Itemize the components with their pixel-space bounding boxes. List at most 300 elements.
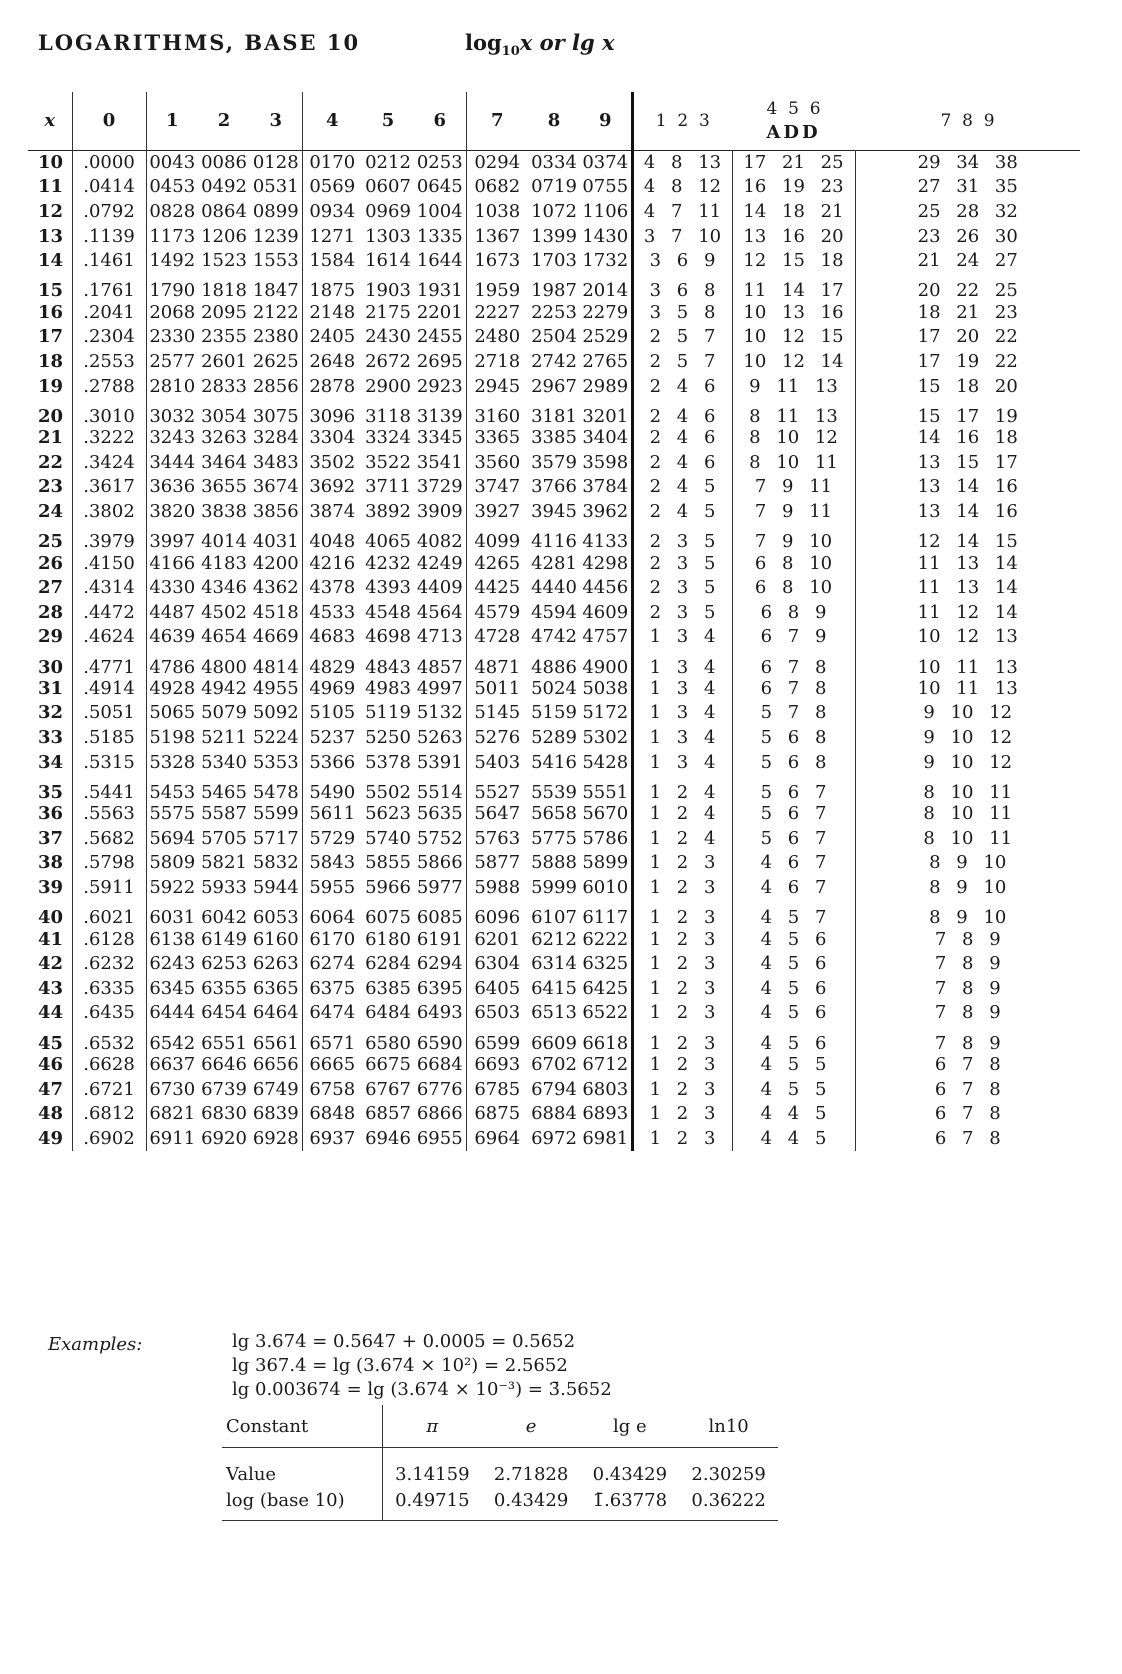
mantissa-cell: 5340	[201, 751, 247, 773]
table-row	[28, 701, 1080, 726]
mantissa-cell: 4298	[582, 552, 629, 574]
difference-cell: 8 9 10	[855, 900, 1080, 927]
difference-cell: 17 21 25	[732, 151, 855, 176]
mantissa-cell: 1206	[201, 225, 247, 247]
mantissa-cell: 6042	[201, 907, 247, 929]
mantissa-cell: 5038	[582, 677, 629, 699]
difference-cell: 2 3 5	[632, 576, 732, 601]
constant-lge-header: lg e	[580, 1405, 679, 1448]
table-row	[28, 350, 1080, 375]
mantissa-cell: 5899	[582, 852, 629, 874]
mantissa-cell: 0828	[146, 200, 198, 225]
difference-cell: 20 22 25	[855, 273, 1080, 300]
table-row	[28, 876, 1080, 901]
x-value: 47	[38, 1078, 64, 1100]
difference-cell: 1 3 4	[632, 701, 732, 726]
mantissa-cell: 4440	[531, 577, 577, 599]
mantissa-cell: 0682	[466, 175, 528, 200]
mantissa-cell: 6730	[146, 1077, 198, 1102]
mantissa-cell: 5119	[365, 702, 411, 724]
difference-cell: 7 8 9	[855, 952, 1080, 977]
mantissa-cell: .6435	[72, 1001, 146, 1026]
mantissa-cell: 1303	[365, 225, 411, 247]
mantissa-cell: 2227	[466, 300, 528, 325]
value-ln10: 2.30259	[691, 1463, 766, 1485]
mantissa-cell: 4698	[365, 626, 411, 648]
difference-cell: 2 4 6	[632, 399, 732, 426]
mantissa-cell: 5821	[201, 852, 247, 874]
difference-cell: 8 9 10	[855, 851, 1080, 876]
mantissa-cell: 5658	[531, 803, 577, 825]
mantissa-cell: 4969	[302, 677, 362, 702]
mantissa-cell: 4065	[365, 531, 411, 553]
mantissa-cell: 6937	[302, 1127, 362, 1152]
mantissa-cell: 5729	[302, 827, 362, 852]
mantissa-cell: 3945	[531, 500, 577, 522]
x-value: 12	[38, 200, 64, 222]
table-row	[28, 625, 1080, 650]
mantissa-cell: .0000	[72, 151, 146, 176]
difference-cell: 2 3 5	[632, 600, 732, 625]
mantissa-cell: 1335	[416, 225, 463, 247]
difference-cell: 25 28 32	[855, 200, 1080, 225]
mantissa-cell: 4518	[252, 601, 299, 623]
mantissa-cell: 1430	[582, 225, 629, 247]
mantissa-cell: 5366	[302, 750, 362, 775]
x-value: 35	[38, 781, 64, 803]
mantissa-cell: 6263	[252, 953, 299, 975]
mantissa-cell: 6170	[302, 927, 362, 952]
table-row	[28, 900, 1080, 927]
mantissa-cell: 1239	[252, 225, 299, 247]
mantissa-cell: 5635	[416, 803, 463, 825]
mantissa-cell: 1959	[466, 273, 528, 300]
mantissa-cell: .6021	[72, 900, 146, 927]
mantissa-cell: .6335	[72, 977, 146, 1002]
constant-e-header: e	[482, 1405, 581, 1448]
mantissa-cell: .0414	[72, 175, 146, 200]
difference-cell: 4 4 5	[732, 1127, 855, 1152]
mantissa-cell: 5933	[201, 877, 247, 899]
mantissa-cell: 3032	[146, 399, 198, 426]
mantissa-cell: 5705	[201, 827, 247, 849]
mantissa-cell: 3598	[582, 451, 629, 473]
difference-cell: 3 7 10	[632, 224, 732, 249]
x-value: 26	[38, 552, 64, 574]
mantissa-cell: 1987	[531, 280, 577, 302]
difference-cell: 18 21 23	[855, 300, 1080, 325]
difference-cell: 4 5 7	[732, 900, 855, 927]
mantissa-cell: 4425	[466, 576, 528, 601]
mantissa-cell: 3962	[582, 500, 629, 522]
header-2: 2	[217, 110, 231, 131]
mantissa-cell: 4757	[582, 626, 629, 648]
table-row	[28, 600, 1080, 625]
x-value: 31	[38, 677, 64, 699]
difference-cell: 1 2 3	[632, 1077, 732, 1102]
table-row	[28, 249, 1080, 274]
mantissa-cell: 4082	[416, 531, 463, 553]
mantissa-cell: .4771	[72, 650, 146, 677]
mantissa-cell: .6232	[72, 952, 146, 977]
mantissa-cell: .6902	[72, 1127, 146, 1152]
mantissa-cell: 5263	[416, 727, 463, 749]
mantissa-cell: 6609	[531, 1032, 577, 1054]
mantissa-cell: 3579	[531, 451, 577, 473]
mantissa-cell: 6415	[531, 977, 577, 999]
difference-cell: 13 14 16	[855, 500, 1080, 525]
mantissa-cell: 6848	[302, 1102, 362, 1127]
mantissa-cell: 4216	[302, 551, 362, 576]
mantissa-cell: 6493	[416, 1002, 463, 1024]
header-x: x	[44, 110, 56, 131]
mantissa-cell: 2923	[416, 375, 463, 397]
difference-cell: 1 3 4	[632, 750, 732, 775]
mantissa-cell: .6128	[72, 927, 146, 952]
mantissa-cell: 6712	[582, 1054, 629, 1076]
mantissa-cell: 5465	[201, 781, 247, 803]
mantissa-cell: 5575	[146, 802, 198, 827]
mantissa-cell: .4150	[72, 551, 146, 576]
x-value: 30	[38, 656, 64, 678]
mantissa-cell: .3222	[72, 426, 146, 451]
mantissa-cell: 1271	[302, 224, 362, 249]
mantissa-cell: 5145	[466, 701, 528, 726]
log-label: log (base 10)	[222, 1487, 382, 1521]
mantissa-cell: 4265	[466, 551, 528, 576]
difference-cell: 10 12 13	[855, 625, 1080, 650]
mantissa-cell: 3464	[201, 451, 247, 473]
difference-cell: 11 13 14	[855, 551, 1080, 576]
mantissa-cell: 3345	[416, 427, 463, 449]
mantissa-cell: 5740	[365, 827, 411, 849]
mantissa-cell: 6294	[416, 953, 463, 975]
mantissa-cell: 5786	[582, 827, 629, 849]
mantissa-cell: 6776	[416, 1078, 463, 1100]
x-value: 10	[38, 152, 64, 174]
x-value: 37	[38, 827, 64, 849]
mantissa-cell: 6875	[466, 1102, 528, 1127]
header-8: 8	[547, 110, 561, 131]
table-row	[28, 827, 1080, 852]
difference-cell: 5 6 8	[732, 750, 855, 775]
mantissa-cell: .6721	[72, 1077, 146, 1102]
difference-cell: 7 9 10	[732, 524, 855, 551]
difference-cell: 15 18 20	[855, 374, 1080, 399]
mantissa-cell: 0719	[531, 176, 577, 198]
subtitle-rest: x or lg x	[519, 30, 615, 55]
mantissa-cell: 6893	[582, 1103, 629, 1125]
difference-cell: 8 10 11	[855, 827, 1080, 852]
table-row	[28, 374, 1080, 399]
mantissa-cell: 6955	[416, 1127, 463, 1149]
mantissa-cell: .1461	[72, 249, 146, 274]
mantissa-cell: 0969	[365, 200, 411, 222]
difference-cell: 4 6 7	[732, 851, 855, 876]
mantissa-cell: 6522	[582, 1002, 629, 1024]
mantissa-cell: 2455	[416, 326, 463, 348]
table-row	[28, 450, 1080, 475]
mantissa-cell: 6830	[201, 1103, 247, 1125]
mantissa-cell: 3927	[466, 500, 528, 525]
mantissa-cell: 2122	[252, 301, 299, 323]
mantissa-cell: 2967	[531, 375, 577, 397]
mantissa-cell: 1584	[302, 249, 362, 274]
constants-table	[222, 1405, 778, 1521]
mantissa-cell: .5682	[72, 827, 146, 852]
difference-cell: 4 6 7	[732, 876, 855, 901]
mantissa-cell: 1072	[531, 200, 577, 222]
mantissa-cell: 3747	[466, 475, 528, 500]
mantissa-cell: 3483	[252, 451, 299, 473]
mantissa-cell: 5763	[466, 827, 528, 852]
difference-cell: 6 7 8	[855, 1102, 1080, 1127]
mantissa-cell: 4742	[531, 626, 577, 648]
mantissa-cell: 5092	[252, 702, 299, 724]
table-row	[28, 775, 1080, 802]
mantissa-cell: 4800	[201, 656, 247, 678]
mantissa-cell: 5453	[146, 775, 198, 802]
mantissa-cell: 2856	[252, 375, 299, 397]
mantissa-cell: 6314	[531, 953, 577, 975]
mantissa-cell: 6946	[365, 1127, 411, 1149]
mantissa-cell: 6405	[466, 977, 528, 1002]
mantissa-cell: 5587	[201, 803, 247, 825]
mantissa-cell: .2788	[72, 374, 146, 399]
mantissa-cell: 1492	[146, 249, 198, 274]
x-value: 33	[38, 727, 64, 749]
mantissa-cell: .5441	[72, 775, 146, 802]
x-value: 25	[38, 531, 64, 553]
mantissa-cell: 4639	[146, 625, 198, 650]
difference-cell: 1 2 4	[632, 775, 732, 802]
mantissa-cell: 3365	[466, 426, 528, 451]
mantissa-cell: 4942	[201, 677, 247, 699]
mantissa-cell: 5694	[146, 827, 198, 852]
difference-cell: 23 26 30	[855, 224, 1080, 249]
mantissa-cell: 4330	[146, 576, 198, 601]
mantissa-cell: 4886	[531, 656, 577, 678]
difference-cell: 14 18 21	[732, 200, 855, 225]
table-row	[28, 1127, 1080, 1152]
difference-cell: 5 6 7	[732, 827, 855, 852]
example-line: lg 367.4 = lg (3.674 × 10²) = 2.5652	[232, 1355, 568, 1376]
mantissa-cell: 4683	[302, 625, 362, 650]
mantissa-cell: 4829	[302, 650, 362, 677]
mantissa-cell: 6542	[146, 1026, 198, 1053]
mantissa-cell: 6191	[416, 928, 463, 950]
mantissa-cell: 2253	[531, 301, 577, 323]
mantissa-cell: 3201	[582, 405, 629, 427]
table-row	[28, 927, 1080, 952]
difference-cell: 9 10 12	[855, 726, 1080, 751]
difference-cell: 1 2 3	[632, 1102, 732, 1127]
difference-cell: 2 5 7	[632, 350, 732, 375]
value-lge: 0.43429	[592, 1463, 668, 1485]
mantissa-cell: 5403	[466, 750, 528, 775]
mantissa-cell: 0374	[582, 152, 629, 174]
header-3: 3	[269, 110, 283, 131]
mantissa-cell: 4133	[582, 531, 629, 553]
mantissa-cell: 5809	[146, 851, 198, 876]
mantissa-cell: 5551	[582, 781, 629, 803]
mantissa-cell: 6274	[302, 952, 362, 977]
mantissa-cell: 1903	[365, 280, 411, 302]
difference-cell: 5 6 7	[732, 802, 855, 827]
mantissa-cell: .3979	[72, 524, 146, 551]
x-value: 39	[38, 877, 64, 899]
mantissa-cell: 6665	[302, 1053, 362, 1078]
table-row	[28, 273, 1080, 300]
mantissa-cell: 5079	[201, 702, 247, 724]
mantissa-cell: 1553	[252, 250, 299, 272]
mantissa-cell: 4099	[466, 524, 528, 551]
mantissa-cell: 0899	[252, 200, 299, 222]
mantissa-cell: 2330	[146, 325, 198, 350]
mantissa-cell: 1818	[201, 280, 247, 302]
mantissa-cell: .3424	[72, 450, 146, 475]
mantissa-cell: 6580	[365, 1032, 411, 1054]
page-subtitle	[465, 30, 614, 59]
mantissa-cell: 6646	[201, 1054, 247, 1076]
mantissa-cell: 3636	[146, 475, 198, 500]
mantissa-cell: 0531	[252, 176, 299, 198]
mantissa-cell: 5428	[582, 751, 629, 773]
mantissa-cell: .1139	[72, 224, 146, 249]
mantissa-cell: 1038	[466, 200, 528, 225]
mantissa-cell: 5843	[302, 851, 362, 876]
mantissa-cell: 0253	[416, 152, 463, 174]
mantissa-cell: 6794	[531, 1078, 577, 1100]
mantissa-cell: 6656	[252, 1054, 299, 1076]
mantissa-cell: 2577	[146, 350, 198, 375]
mantissa-cell: .2041	[72, 300, 146, 325]
difference-cell: 4 5 6	[732, 1026, 855, 1053]
header-9: 9	[598, 110, 612, 131]
mantissa-cell: 2833	[201, 375, 247, 397]
mantissa-cell: 6243	[146, 952, 198, 977]
difference-cell: 7 8 9	[855, 1001, 1080, 1026]
mantissa-cell: 1703	[531, 250, 577, 272]
mantissa-cell: 6085	[416, 907, 463, 929]
mantissa-cell: 4166	[146, 551, 198, 576]
difference-cell: 6 7 8	[855, 1053, 1080, 1078]
diff-header-123: 1 2 3	[632, 92, 732, 151]
x-value: 28	[38, 601, 64, 623]
difference-cell: 1 2 3	[632, 1053, 732, 1078]
mantissa-cell: 6284	[365, 953, 411, 975]
mantissa-cell: 0294	[466, 151, 528, 176]
difference-cell: 1 3 4	[632, 625, 732, 650]
mantissa-cell: .5185	[72, 726, 146, 751]
mantissa-cell: 6503	[466, 1001, 528, 1026]
mantissa-cell: 5888	[531, 852, 577, 874]
log-e: 0.43429	[482, 1487, 581, 1521]
difference-cell: 1 2 3	[632, 900, 732, 927]
difference-cell: 6 8 10	[732, 551, 855, 576]
mantissa-cell: 3284	[252, 427, 299, 449]
mantissa-cell: 1614	[365, 250, 411, 272]
mantissa-cell: 4713	[416, 626, 463, 648]
subtitle-log: log	[465, 30, 502, 55]
mantissa-cell: 6767	[365, 1078, 411, 1100]
mantissa-cell: 6355	[201, 977, 247, 999]
mantissa-cell: 3541	[416, 451, 463, 473]
mantissa-cell: 4548	[365, 601, 411, 623]
mantissa-cell: 3263	[201, 427, 247, 449]
table-row	[28, 325, 1080, 350]
mantissa-cell: 1106	[582, 200, 629, 222]
mantissa-cell: 4594	[531, 601, 577, 623]
mantissa-cell: 6454	[201, 1002, 247, 1024]
mantissa-cell: 6684	[416, 1054, 463, 1076]
mantissa-cell: .5563	[72, 802, 146, 827]
difference-cell: 5 6 8	[732, 726, 855, 751]
mantissa-cell: 4786	[146, 650, 198, 677]
x-value: 34	[38, 751, 64, 773]
x-value: 18	[38, 350, 64, 372]
x-value: 17	[38, 326, 64, 348]
mantissa-cell: 3997	[146, 524, 198, 551]
table-row	[28, 1102, 1080, 1127]
log-pi: 0.49715	[382, 1487, 481, 1521]
mantissa-cell: .2553	[72, 350, 146, 375]
mantissa-cell: 2945	[466, 374, 528, 399]
mantissa-cell: 6096	[466, 900, 528, 927]
value-pi: 3.14159	[382, 1448, 481, 1488]
difference-cell: 4 5 6	[732, 1001, 855, 1026]
mantissa-cell: 2718	[466, 350, 528, 375]
mantissa-cell: 1673	[466, 249, 528, 274]
difference-cell: 4 7 11	[632, 200, 732, 225]
mantissa-cell: 4814	[252, 656, 299, 678]
difference-cell: 11 14 17	[732, 273, 855, 300]
difference-cell: 1 2 3	[632, 851, 732, 876]
mantissa-cell: 6375	[302, 977, 362, 1002]
mantissa-cell: 5024	[531, 677, 577, 699]
mantissa-cell: 6064	[302, 900, 362, 927]
difference-cell: 1 2 3	[632, 952, 732, 977]
mantissa-cell: 3909	[416, 500, 463, 522]
mantissa-cell: 3075	[252, 405, 299, 427]
mantissa-cell: 2742	[531, 350, 577, 372]
mantissa-cell: 5877	[466, 851, 528, 876]
mantissa-cell: 4871	[466, 650, 528, 677]
mantissa-cell: 5611	[302, 802, 362, 827]
mantissa-cell: 5855	[365, 852, 411, 874]
mantissa-cell: 5132	[416, 702, 463, 724]
page-title: LOGARITHMS, BASE 10	[38, 30, 361, 55]
mantissa-cell: 5502	[365, 781, 411, 803]
difference-cell: 21 24 27	[855, 249, 1080, 274]
table-row	[28, 1053, 1080, 1078]
mantissa-cell: 3856	[252, 500, 299, 522]
mantissa-cell: 5250	[365, 727, 411, 749]
mantissa-cell: 4249	[416, 552, 463, 574]
mantissa-cell: 2529	[582, 326, 629, 348]
mantissa-cell: 6304	[466, 952, 528, 977]
mantissa-cell: 6758	[302, 1077, 362, 1102]
table-row	[28, 650, 1080, 677]
difference-cell: 4 4 5	[732, 1102, 855, 1127]
difference-cell: 1 2 4	[632, 802, 732, 827]
difference-cell: 14 16 18	[855, 426, 1080, 451]
mantissa-cell: 4409	[416, 577, 463, 599]
mantissa-cell: 6551	[201, 1032, 247, 1054]
difference-cell: 8 10 11	[855, 802, 1080, 827]
mantissa-cell: .6812	[72, 1102, 146, 1127]
x-value: 27	[38, 577, 64, 599]
